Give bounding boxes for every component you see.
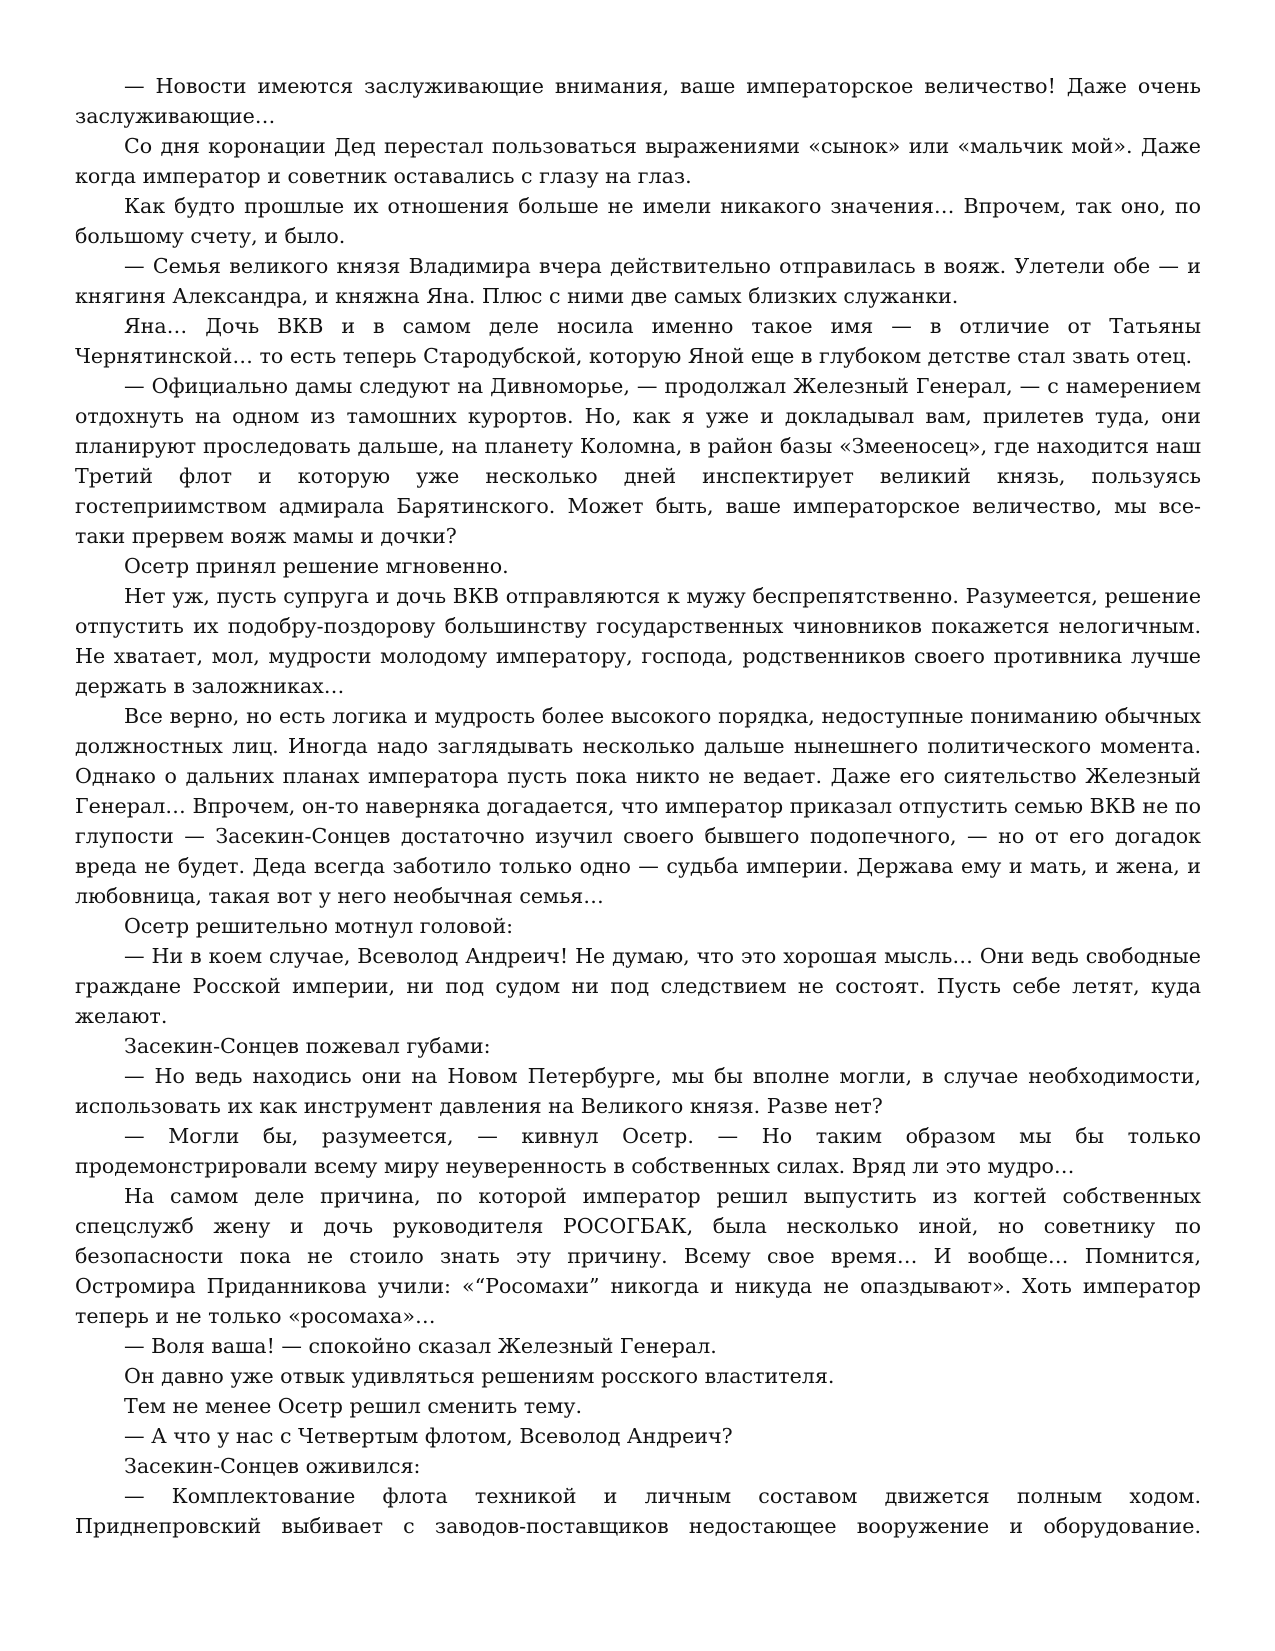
paragraph-6: — Официально дамы следуют на Дивноморье, — продолжал Железный Генерал, — с намерением отдохнуть на одном из тамошних курортов. Но, как я уже и докладывал вам, прилетев туда, они планируют проследовать дальше, на планету Коломна, в район базы «Змееносец», где находится наш Третий флот и которую уже несколько дней инспектирует великий князь, пользуясь гостеприимством адмирала Барятинского. Может быть, ваше императорское величество, мы все-таки прервем вояж мамы и дочки?: [75, 374, 1201, 548]
paragraph-5: Яна… Дочь ВКВ и в самом деле носила именно такое имя — в отличие от Татьяны Чернятинской… то есть теперь Стародубской, которую Яной еще в глубоком детстве стал звать отец.: [75, 314, 1201, 368]
paragraph-11: — Ни в коем случае, Всеволод Андреич! Не думаю, что это хорошая мысль… Они ведь свободные граждане Росской империи, ни под судом ни под следствием не состоят. Пусть себе летят, куда желают.: [75, 944, 1201, 1028]
paragraph-21: — Комплектование флота техникой и личным составом движется полным ходом. Приднепровский выбивает с заводов-поставщиков недостающее вооружение и оборудование.: [75, 1484, 1201, 1538]
paragraph-18: Тем не менее Осетр решил сменить тему.: [124, 1394, 582, 1418]
paragraph-14: — Могли бы, разумеется, — кивнул Осетр. — Но таким образом мы бы только продемонстрировали всему миру неуверенность в собственных силах. Вряд ли это мудро…: [75, 1124, 1201, 1178]
paragraph-20: Засекин-Сонцев оживился:: [124, 1454, 421, 1478]
paragraph-7: Осетр принял решение мгновенно.: [124, 554, 509, 578]
paragraph-17: Он давно уже отвык удивляться решениям росского властителя.: [124, 1364, 835, 1388]
paragraph-9: Все верно, но есть логика и мудрость более высокого порядка, недоступные пониманию обычных должностных лиц. Иногда надо заглядывать несколько дальше нынешнего политического момента. Однако о дальних планах императора пусть пока никто не ведает. Даже его сиятельство Железный Генерал… Впрочем, он-то наверняка догадается, что император приказал отпустить семью ВКВ не по глупости — Засекин-Сонцев достаточно изучил своего бывшего подопечного, — но от его догадок вреда не будет. Деда всегда заботило только одно — судьба империи. Держава ему и мать, и жена, и любовница, такая вот у него необычная семья…: [75, 704, 1201, 908]
paragraph-1: — Новости имеются заслуживающие внимания, ваше императорское величество! Даже очень заслуживающие…: [75, 74, 1201, 128]
paragraph-13: — Но ведь находись они на Новом Петербурге, мы бы вполне могли, в случае необходимости, использовать их как инструмент давления на Великого князя. Разве нет?: [75, 1064, 1201, 1118]
paragraph-2: Со дня коронации Дед перестал пользоваться выражениями «сынок» или «мальчик мой». Даже когда император и советник оставались с глазу на глаз.: [75, 134, 1201, 188]
paragraph-19: — А что у нас с Четвертым флотом, Всеволод Андреич?: [124, 1424, 733, 1448]
paragraph-4: — Семья великого князя Владимира вчера действительно отправилась в вояж. Улетели обе — и княгиня Александра, и княжна Яна. Плюс с ними две самых близких служанки.: [75, 254, 1201, 308]
book-page: [75, 71, 1201, 1541]
paragraph-16: — Воля ваша! — спокойно сказал Железный Генерал.: [124, 1334, 717, 1358]
paragraph-8: Нет уж, пусть супруга и дочь ВКВ отправляются к мужу беспрепятственно. Разумеется, решение отпустить их подобру-поздорову большинству государственных чиновников покажется нелогичным. Не хватает, мол, мудрости молодому императору, господа, родственников своего противника лучше держать в заложниках…: [75, 584, 1201, 698]
paragraph-15: На самом деле причина, по которой император решил выпустить из когтей собственных спецслужб жену и дочь руководителя РОСОГБАК, была несколько иной, но советнику по безопасности пока не стоило знать эту причину. Всему свое время… И вообще… Помнится, Остромира Приданникова учили: «“Росомахи” никогда и никуда не опаздывают». Хоть император теперь и не только «росомаха»…: [75, 1184, 1201, 1328]
paragraph-3: Как будто прошлые их отношения больше не имели никакого значения… Впрочем, так оно, по большому счету, и было.: [75, 194, 1201, 248]
paragraph-10: Осетр решительно мотнул головой:: [124, 914, 514, 938]
paragraph-12: Засекин-Сонцев пожевал губами:: [124, 1034, 491, 1058]
